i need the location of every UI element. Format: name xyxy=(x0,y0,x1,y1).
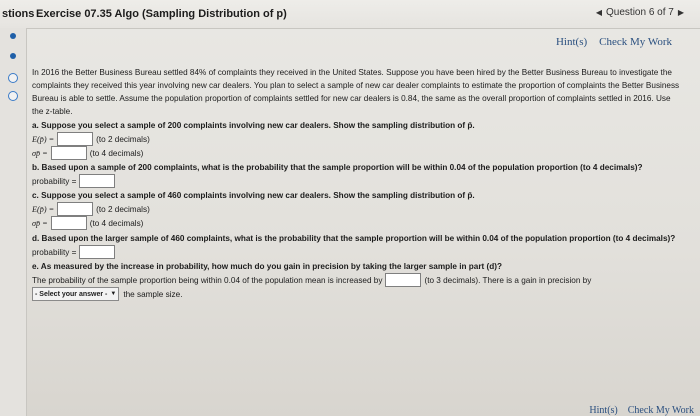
part-a-sigma-input[interactable] xyxy=(51,146,87,160)
part-b-question: b. Based upon a sample of 200 complaints, what is the probability that the sample proportion will be within 0.04 of the population proportion (to 4 decimals)? xyxy=(32,162,643,172)
part-c-sigma-hint: (to 4 decimals) xyxy=(89,218,144,228)
hint-link-bottom[interactable]: Hint(s) xyxy=(589,405,618,416)
expected-value-label: E(p̄) = xyxy=(32,204,55,214)
question-counter: Question 6 of 7 xyxy=(606,7,674,18)
part-d-probability-input[interactable] xyxy=(79,245,115,259)
part-c-sigma-input[interactable] xyxy=(51,216,87,230)
precision-select[interactable] xyxy=(32,287,119,301)
part-e-tail: the sample size. xyxy=(123,289,183,299)
question-ring-icon[interactable] xyxy=(8,91,18,101)
part-a-sigma-row xyxy=(32,146,680,160)
part-b-prob-row xyxy=(32,174,680,188)
part-a-question: a. Suppose you select a sample of 200 complaints involving new car dealers. Show the sampling distribution of p̄. xyxy=(32,120,475,130)
exercise-title: Exercise 07.35 Algo (Sampling Distribution of p) xyxy=(36,8,287,20)
part-c-question: c. Suppose you select a sample of 460 complaints involving new car dealers. Show the sampling distribution of p̄. xyxy=(32,190,475,200)
question-content xyxy=(32,66,680,301)
part-c-expected-row xyxy=(32,202,680,216)
precision-select-value: - Select your answer - xyxy=(35,290,108,298)
check-my-work-link[interactable]: Check My Work xyxy=(599,36,672,48)
part-d-prob-row xyxy=(32,245,680,259)
expected-value-label: E(p̄) = xyxy=(32,134,55,144)
part-c-expected-input[interactable] xyxy=(57,202,93,216)
top-bar xyxy=(0,0,700,29)
probability-label: probability = xyxy=(32,247,77,257)
part-e-select-row xyxy=(32,287,680,301)
question-dot-icon[interactable] xyxy=(10,53,16,59)
question-navigator xyxy=(596,7,684,18)
part-e-statement-end: (to 3 decimals). There is a gain in precision by xyxy=(424,275,592,285)
part-d-question: d. Based upon the larger sample of 460 complaints, what is the probability that the sample proportion will be within 0.04 of the population proportion (to 4 decimals)? xyxy=(32,234,676,243)
prev-question-icon[interactable]: ◀ xyxy=(595,8,603,17)
next-question-icon[interactable]: ▶ xyxy=(677,8,684,17)
probability-label: probability = xyxy=(32,176,77,186)
questions-nav-label[interactable]: stions xyxy=(2,8,35,20)
part-c-sigma-row xyxy=(32,216,680,230)
part-e-statement-start: The probability of the sample proportion being within 0.04 of the population mean is increased by xyxy=(32,275,383,285)
help-links-bottom xyxy=(589,405,694,416)
part-b-probability-input[interactable] xyxy=(79,174,115,188)
part-a-expected-row xyxy=(32,132,680,146)
check-my-work-link-bottom[interactable]: Check My Work xyxy=(627,405,694,416)
question-dot-icon[interactable] xyxy=(10,33,16,39)
std-error-label: σp̄ = xyxy=(32,218,48,228)
part-e-increase-input[interactable] xyxy=(385,273,421,287)
part-a-expected-hint: (to 2 decimals) xyxy=(96,134,150,144)
hint-link[interactable]: Hint(s) xyxy=(555,36,588,48)
std-error-label: σp̄ = xyxy=(32,148,48,158)
part-e-statement-row xyxy=(32,273,680,287)
question-ring-icon[interactable] xyxy=(8,73,18,83)
chevron-down-icon: ▼ xyxy=(110,290,117,297)
help-links xyxy=(556,36,672,48)
question-intro: In 2016 the Better Business Bureau settled 84% of complaints they received in the United States. Suppose you have been hired by the Better Business Bureau to investigate the complaints they received this year involving new car dealers. You plan to select a sample of new car dealer complaints to estimate the proportion of complaints the Better Business Bureau is able to settle. Assume the population proportion of complaints settled for new car dealers is 0.84, the same as the overall proportion of complaints settled in 2016. Use the z-table. xyxy=(32,68,680,116)
part-c-expected-hint: (to 2 decimals) xyxy=(96,204,150,214)
part-a-expected-input[interactable] xyxy=(57,132,93,146)
part-e-question: e. As measured by the increase in probability, how much do you gain in precision by taking the larger sample in part (d)? xyxy=(32,261,502,271)
question-sidebar xyxy=(0,28,27,416)
part-a-sigma-hint: (to 4 decimals) xyxy=(89,148,144,158)
